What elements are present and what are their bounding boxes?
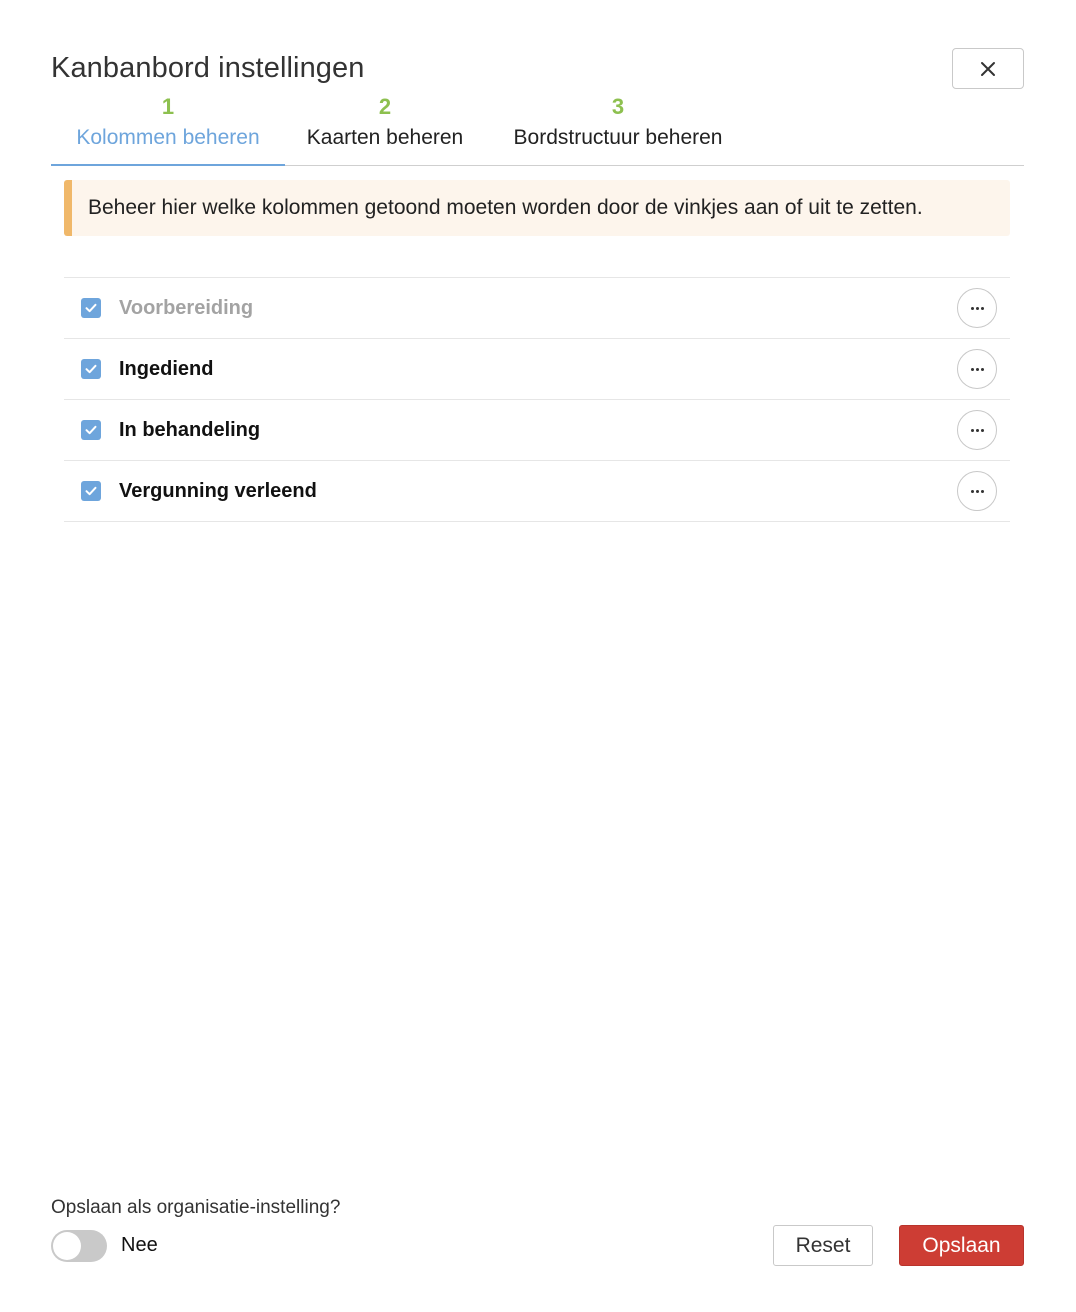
tab-label: Kaarten beheren <box>306 126 464 149</box>
close-icon <box>979 60 997 78</box>
ellipsis-icon <box>971 307 984 310</box>
tab-step-number: 2 <box>378 94 392 119</box>
column-list <box>64 277 1010 522</box>
column-label: Voorbereiding <box>119 297 254 319</box>
tab-bordstructuur-beheren[interactable] <box>494 92 742 166</box>
column-checkbox[interactable] <box>81 420 101 440</box>
save-button[interactable]: Opslaan <box>899 1225 1024 1266</box>
more-options-button[interactable] <box>957 410 997 450</box>
tab-bar <box>51 92 1024 166</box>
list-item <box>64 278 1010 339</box>
ellipsis-icon <box>971 490 984 493</box>
reset-button[interactable]: Reset <box>773 1225 873 1266</box>
info-banner <box>64 180 1010 236</box>
tab-step-number: 1 <box>161 94 175 119</box>
tab-step-number: 3 <box>611 94 625 119</box>
more-options-button[interactable] <box>957 471 997 511</box>
ellipsis-icon <box>971 429 984 432</box>
org-setting-toggle[interactable] <box>51 1230 107 1262</box>
ellipsis-icon <box>971 368 984 371</box>
tab-kolommen-beheren[interactable] <box>51 92 285 166</box>
toggle-label: Nee <box>121 1234 158 1256</box>
close-button[interactable] <box>952 48 1024 89</box>
checkmark-icon <box>84 301 98 315</box>
checkmark-icon <box>84 362 98 376</box>
org-setting-question: Opslaan als organisatie-instelling? <box>51 1197 341 1218</box>
checkmark-icon <box>84 423 98 437</box>
column-label: Vergunning verleend <box>119 480 317 502</box>
tab-label: Kolommen beheren <box>76 126 260 149</box>
tab-kaarten-beheren[interactable] <box>285 92 485 166</box>
tab-label: Bordstructuur beheren <box>513 126 723 149</box>
more-options-button[interactable] <box>957 288 997 328</box>
list-item <box>64 461 1010 522</box>
column-label: In behandeling <box>119 419 261 441</box>
column-checkbox[interactable] <box>81 298 101 318</box>
column-label: Ingediend <box>119 358 214 380</box>
more-options-button[interactable] <box>957 349 997 389</box>
column-checkbox[interactable] <box>81 481 101 501</box>
column-checkbox[interactable] <box>81 359 101 379</box>
list-item <box>64 339 1010 400</box>
checkmark-icon <box>84 484 98 498</box>
toggle-knob <box>53 1232 81 1260</box>
list-item <box>64 400 1010 461</box>
info-text: Beheer hier welke kolommen getoond moeten worden door de vinkjes aan of uit te zetten. <box>88 196 923 219</box>
dialog-title: Kanbanbord instellingen <box>51 52 365 84</box>
